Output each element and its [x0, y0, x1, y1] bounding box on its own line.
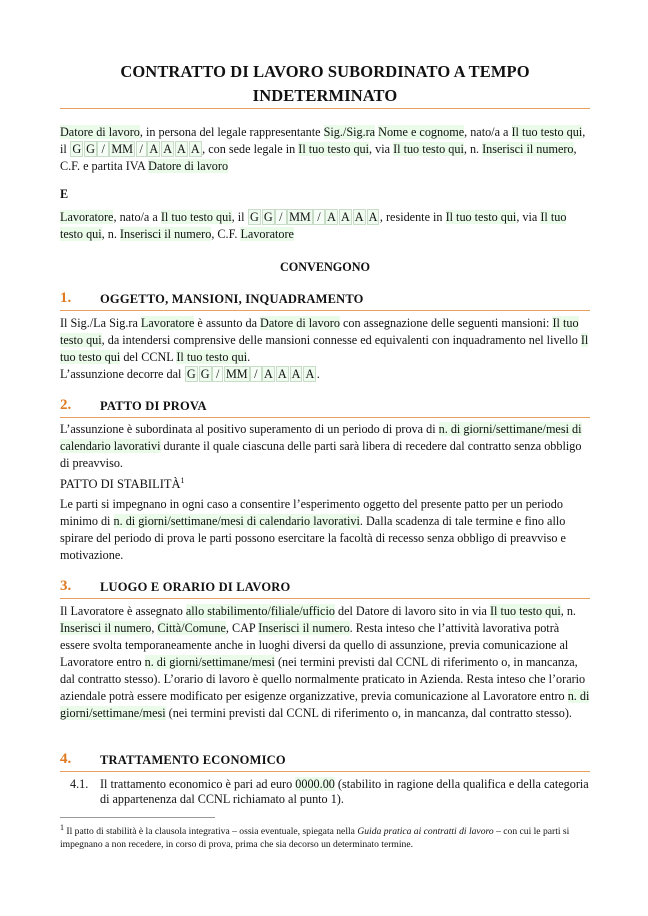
- guide-title: Guida pratica ai contratti di lavoro: [357, 826, 494, 837]
- text: , residente in: [379, 210, 446, 224]
- date-separator: /: [212, 366, 223, 382]
- title-divider: [60, 108, 590, 109]
- stability-title: PATTO DI STABILITÀ: [60, 477, 181, 491]
- footnote-ref[interactable]: 1: [180, 475, 185, 485]
- text: – con cui le parti si impegnano a non recedere, in corso di prova, prima che sia decorso un determinato termine.: [60, 826, 570, 850]
- name-field[interactable]: Nome e cognome: [378, 125, 465, 139]
- birthplace-field[interactable]: Il tuo testo qui: [511, 125, 583, 139]
- text: durante il quale ciascuna delle parti sarà libera di recedere dal contratto senza obbligo di preavviso.: [60, 439, 582, 470]
- city-field[interactable]: Città/Comune: [157, 621, 226, 635]
- convengono-heading: CONVENGONO: [279, 260, 371, 274]
- section-heading-2: [60, 397, 590, 418]
- year-digit[interactable]: A: [368, 210, 378, 224]
- text: , via: [369, 142, 394, 156]
- date-field[interactable]: [70, 142, 202, 156]
- text: , con sede legale in: [202, 142, 299, 156]
- section-number: 3.: [60, 578, 72, 594]
- text: , in persona del legale rappresentante: [139, 125, 324, 139]
- text: L’assunzione è subordinata al positivo superamento di un periodo di prova di: [60, 422, 439, 436]
- text: , n.: [560, 604, 576, 618]
- text: , il: [60, 125, 586, 156]
- section-heading-1: [60, 290, 590, 311]
- number-field[interactable]: Inserisci il numero: [482, 142, 574, 156]
- title-line-2: INDETERMINATO: [252, 86, 398, 105]
- month-field[interactable]: MM: [289, 210, 311, 224]
- text: (nei termini previsti dal CCNL di riferimento o, in mancanza, dal contratto stesso).: [165, 706, 572, 720]
- residence-field[interactable]: Il tuo testo qui: [445, 210, 517, 224]
- year-digit[interactable]: A: [327, 210, 336, 224]
- text: L’assunzione decorre dal: [60, 367, 185, 381]
- text: . Dalla scadenza di tale termine e fino allo spirare del periodo di prova le parti possono esercitare la facoltà di recesso senza obbligo di preavviso e motivazione.: [60, 514, 566, 562]
- text: con assegnazione delle seguenti mansioni:: [339, 316, 553, 330]
- section-title: OGGETTO, MANSIONI, INQUADRAMENTO: [100, 292, 364, 306]
- text: ,: [151, 621, 158, 635]
- section-number: 1.: [60, 290, 72, 306]
- year-digit[interactable]: A: [264, 367, 273, 381]
- date-separator: /: [136, 141, 147, 157]
- site-type-field[interactable]: allo stabilimento/filiale/ufficio: [185, 604, 335, 618]
- text: , via: [516, 210, 541, 224]
- year-digit[interactable]: A: [354, 210, 364, 224]
- footnote: [60, 822, 590, 851]
- section-heading-3: [60, 578, 590, 599]
- text: Il patto di stabilità è la clausola integrativa – ossia eventuale, spiegata nella: [64, 826, 358, 837]
- text: (nei termini previsti dal CCNL di riferimento o, in mancanza, dal contratto stesso). L’orario di lavoro è quello normalmente praticato in Azienda. Resta inteso che l’orario aziendale potrà essere modificato per esigenze organizzative, previa comunicazione al Lavoratore entro: [60, 655, 586, 703]
- level-field[interactable]: Il tuo testo qui: [60, 333, 589, 364]
- employer-field[interactable]: Datore di lavoro: [60, 125, 140, 139]
- minimum-period-field[interactable]: n. di giorni/settimane/mesi di calendario lavorativi: [113, 514, 360, 528]
- year-digit[interactable]: A: [305, 367, 315, 381]
- day-digit[interactable]: G: [200, 367, 210, 381]
- employer-paragraph: [60, 124, 590, 175]
- date-separator: /: [250, 366, 261, 382]
- year-digit[interactable]: A: [190, 142, 200, 156]
- street-field[interactable]: Il tuo testo qui: [489, 604, 561, 618]
- document-title: [60, 60, 590, 108]
- section-2-body: [60, 421, 590, 472]
- and-label: E: [60, 187, 69, 201]
- text: Il Sig./La Sig.ra: [60, 316, 141, 330]
- day-digit[interactable]: G: [250, 210, 259, 224]
- date-field[interactable]: [248, 210, 380, 224]
- section-number: 4.: [60, 751, 72, 767]
- day-digit[interactable]: G: [72, 142, 82, 156]
- day-digit[interactable]: G: [86, 142, 95, 156]
- year-digit[interactable]: A: [277, 367, 287, 381]
- street-field[interactable]: Il tuo testo qui: [393, 142, 464, 156]
- footnote-mark: 1: [60, 822, 64, 832]
- text: , C.F. e partita IVA: [60, 142, 577, 173]
- worker-tax-field[interactable]: Lavoratore: [240, 227, 294, 241]
- worker-paragraph: [60, 209, 590, 243]
- number-field[interactable]: Inserisci il numero: [60, 621, 152, 635]
- year-digit[interactable]: A: [149, 142, 159, 156]
- worker-field[interactable]: Lavoratore: [60, 210, 114, 224]
- section-title: TRATTAMENTO ECONOMICO: [100, 753, 286, 767]
- text: . Resta inteso che l’attività lavorativa potrà essere svolta temporaneamente anche in luoghi diversi da quello di assunzione, previa comunicazione al Lavoratore entro: [60, 621, 569, 669]
- day-digit[interactable]: G: [263, 210, 273, 224]
- text: del Datore di lavoro sito in via: [334, 604, 490, 618]
- section-title: PATTO DI PROVA: [100, 399, 207, 413]
- street-field[interactable]: Il tuo testo qui: [60, 210, 567, 241]
- duties-field[interactable]: Il tuo testo qui: [60, 316, 579, 347]
- section-1-body: [60, 315, 590, 383]
- number-field[interactable]: Inserisci il numero: [119, 227, 212, 241]
- day-digit[interactable]: G: [186, 367, 196, 381]
- text: , C.F.: [211, 227, 241, 241]
- text: del CCNL: [120, 350, 177, 364]
- employer-tax-field[interactable]: Datore di lavoro: [148, 159, 229, 173]
- text: , da intendersi comprensive delle mansioni connesse ed equivalenti con inquadramento nel livello: [101, 333, 581, 347]
- text: Il trattamento economico è pari ad euro: [100, 777, 296, 791]
- employer-field[interactable]: Datore di lavoro: [260, 316, 340, 330]
- text: , il: [231, 210, 248, 224]
- item-text: [100, 777, 590, 807]
- section-3-body: [60, 603, 590, 722]
- worker-field[interactable]: Lavoratore: [140, 316, 195, 330]
- probation-period-field[interactable]: n. di giorni/settimane/mesi di calendario lavorativi: [60, 422, 582, 453]
- birthplace-field[interactable]: Il tuo testo qui: [160, 210, 232, 224]
- section-title: LUOGO E ORARIO DI LAVORO: [100, 580, 291, 594]
- text: .: [247, 350, 251, 364]
- notice-period-field[interactable]: n. di giorni/settimane/mesi: [60, 689, 590, 720]
- footnote-separator: [60, 817, 215, 818]
- section-heading-4: [60, 751, 590, 772]
- year-digit[interactable]: A: [177, 142, 186, 156]
- year-digit[interactable]: A: [340, 210, 350, 224]
- cap-field[interactable]: Inserisci il numero: [258, 621, 350, 635]
- stability-heading: [60, 476, 590, 493]
- date-separator: /: [97, 141, 108, 157]
- start-date-field[interactable]: [184, 367, 316, 381]
- title-field[interactable]: Sig./Sig.ra: [323, 125, 376, 139]
- text: , n.: [101, 227, 120, 241]
- month-field[interactable]: MM: [225, 367, 248, 381]
- text: , nato/a a: [113, 210, 161, 224]
- text: è assunto da: [194, 316, 261, 330]
- text: , n.: [463, 142, 483, 156]
- ccnl-field[interactable]: Il tuo testo qui: [176, 350, 248, 364]
- date-separator: /: [313, 209, 324, 225]
- date-separator: /: [275, 209, 286, 225]
- text: , CAP: [225, 621, 259, 635]
- title-line-1: CONTRATTO DI LAVORO SUBORDINATO A TEMPO: [120, 62, 530, 81]
- salary-field[interactable]: 0000.00: [295, 777, 335, 791]
- section-number: 2.: [60, 397, 72, 413]
- text: , nato/a a: [464, 125, 512, 139]
- notice-period-field[interactable]: n. di giorni/settimane/mesi: [144, 655, 275, 669]
- month-field[interactable]: MM: [111, 142, 134, 156]
- headquarters-field[interactable]: Il tuo testo qui: [298, 142, 370, 156]
- year-digit[interactable]: A: [291, 367, 301, 381]
- year-digit[interactable]: A: [163, 142, 173, 156]
- text: .: [316, 367, 320, 381]
- stability-body: [60, 496, 590, 564]
- text: Le parti si impegnano in ogni caso a consentire l’esperimento oggetto del presente patto per un periodo minimo di: [60, 497, 563, 528]
- text: Il Lavoratore è assegnato: [60, 604, 186, 618]
- text: (stabilito in ragione della qualifica e della categoria di appartenenza dal CCNL richiamato al punto 1).: [100, 777, 589, 806]
- item-number: 4.1.: [70, 777, 89, 791]
